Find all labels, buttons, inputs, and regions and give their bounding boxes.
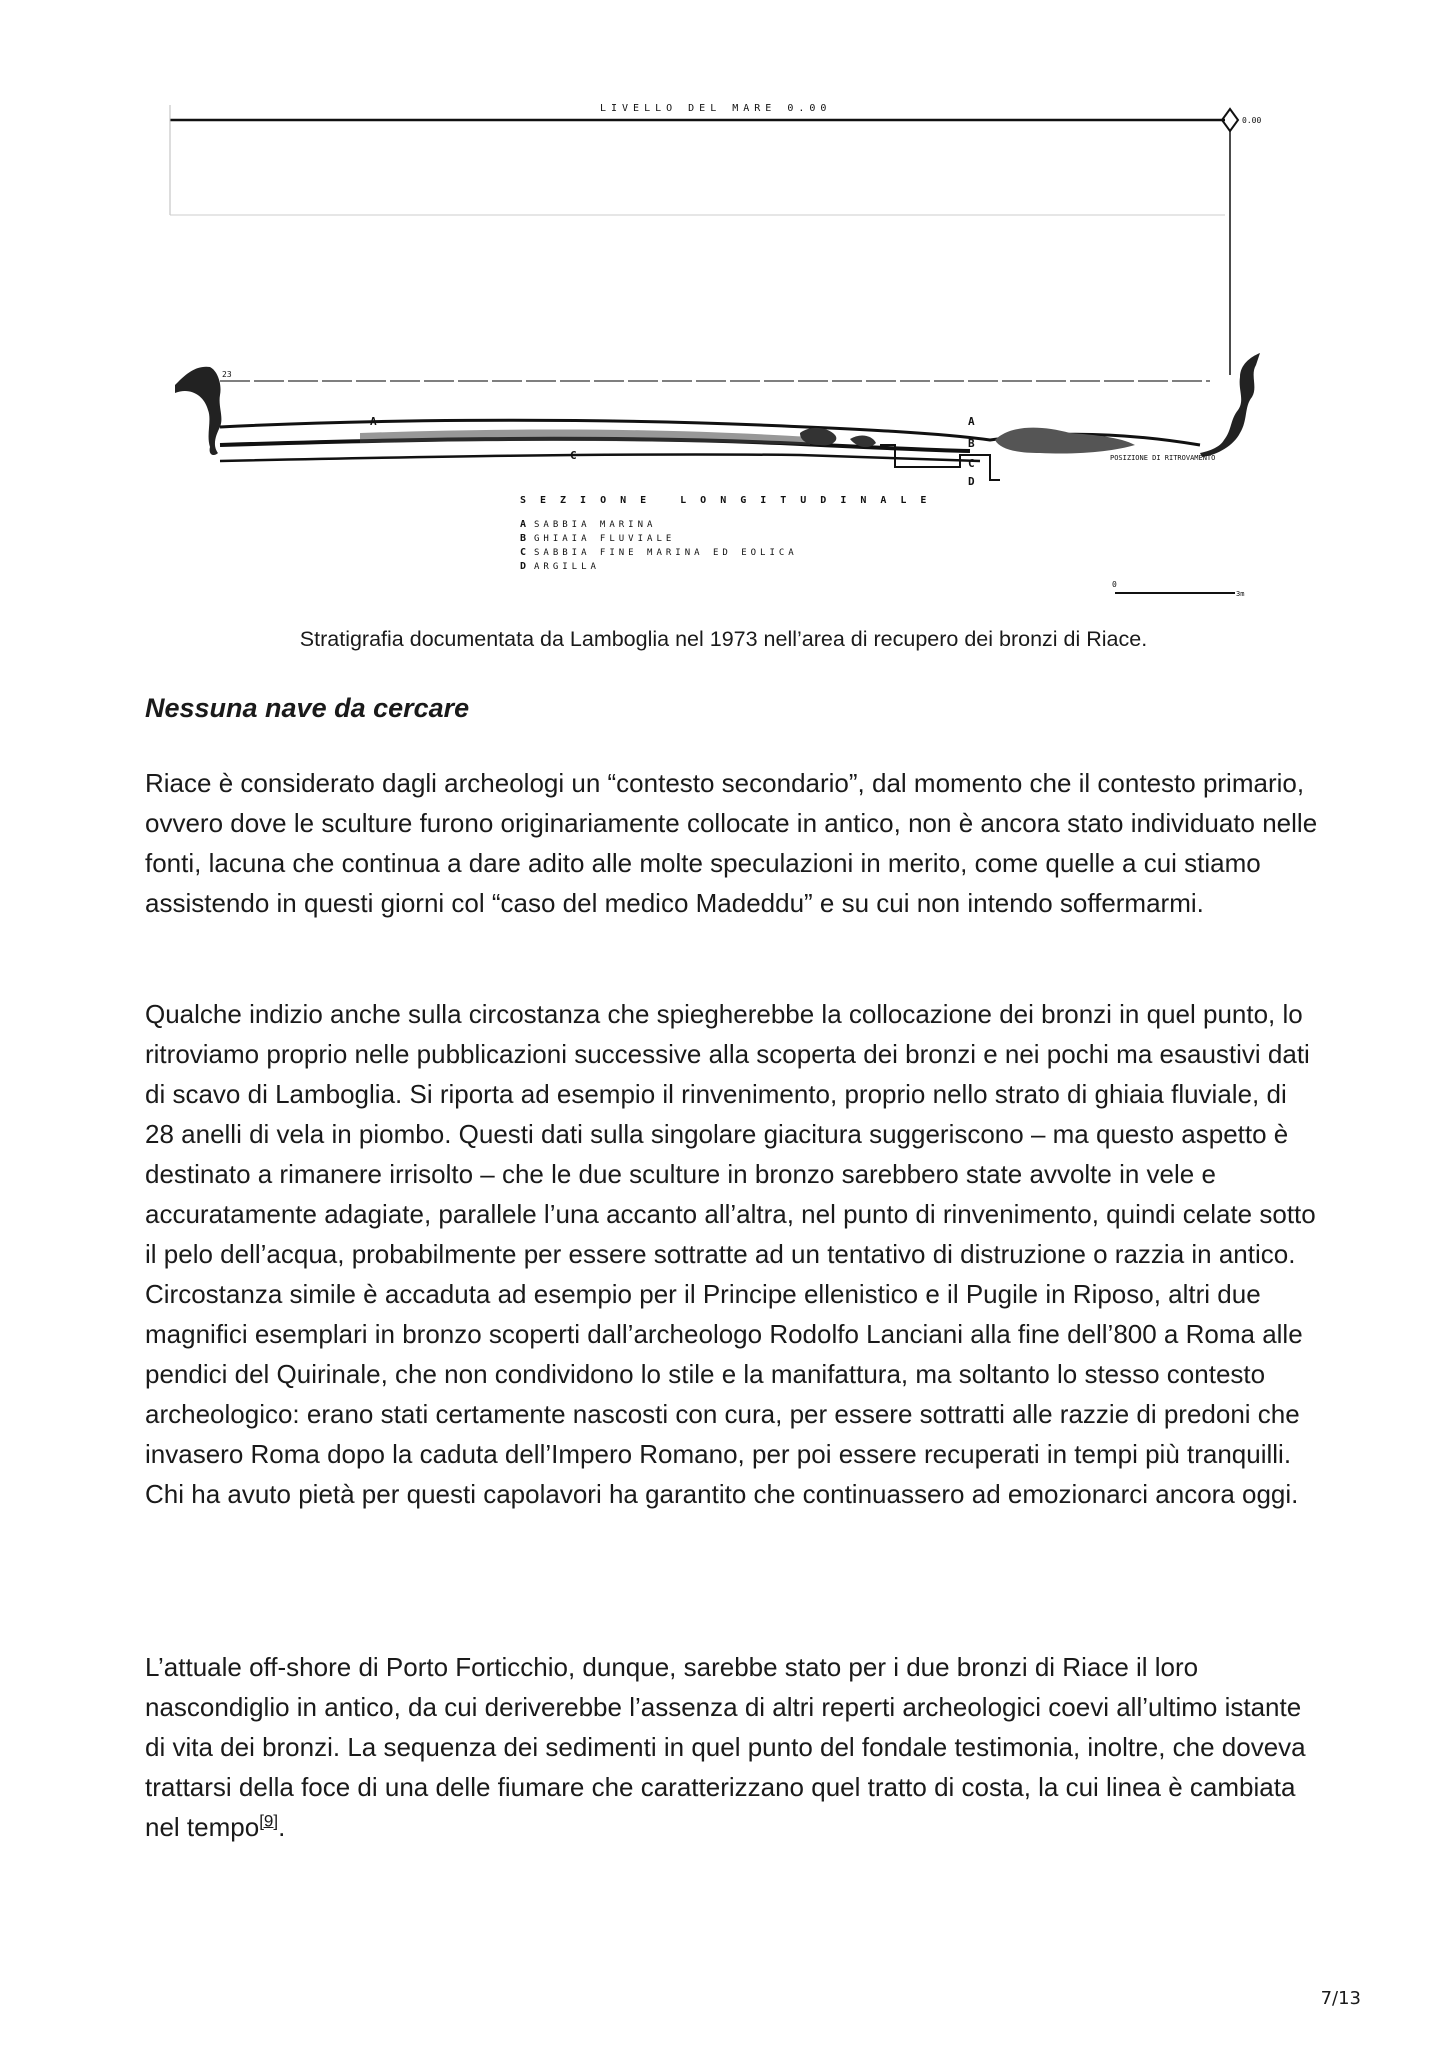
stratigraphy-drawing (160, 95, 1280, 610)
shaded-sediment (360, 430, 810, 445)
footnote-link-9[interactable]: [9] (259, 1811, 279, 1831)
stratigraphy-figure (160, 95, 1280, 610)
legend-key-c: C (520, 547, 527, 558)
page-number: 7/13 (1320, 1988, 1361, 2009)
paragraph-3-end: . (278, 1812, 286, 1842)
finding-position-blob (995, 428, 1135, 454)
label-b-right: B (968, 437, 975, 450)
label-a-right: A (968, 415, 975, 428)
sea-level-label: LIVELLO DEL MARE 0.00 (600, 103, 832, 114)
paragraph-2: Qualche indizio anche sulla circostanza che spiegherebbe la collocazione dei bronzi in quel punto, lo ritroviamo proprio nelle pubblicazioni successive alla scoperta dei bronzi e nei pochi ma esaustivi dati di scavo di Lamboglia. Si riporta ad esempio il rinvenimento, proprio nello strato di ghiaia fluviale, di 28 anelli di vela in piombo. Questi dati sulla singolare giacitura suggeriscono – ma questo aspetto è destinato a rimanere irrisolto – che le due sculture in bronzo sarebbero state avvolte in vele e accuratamente adagiate, parallele l’una accanto all’altra, nel punto di rinvenimento, quindi celate sotto il pelo dell’acqua, probabilmente per essere sottratte ad un tentativo di distruzione o razzia in antico. Circostanza simile è accaduta ad esempio per il Principe ellenistico e il Pugile in Riposo, altri due magnifici esemplari in bronzo scoperti dall’archeologo Rodolfo Lanciani alla fine dell’800 a Roma alle pendici del Quirinale, che non condividono lo stile e la manifattura, ma soltanto lo stesso contesto archeologico: erano stati certamente nascosti con cura, per essere sottratti alle razzie di predoni che invasero Roma dopo la caduta dell’Impero Romano, per poi essere recuperati in tempi più tranquilli. Chi ha avuto pietà per questi capolavori ha garantito che continuassero ad emozionarci ancora oggi. (145, 999, 1316, 1509)
legend-text-a: SABBIA MARINA (534, 520, 657, 530)
paragraph-3 (145, 1647, 1320, 1847)
legend-text-d: ARGILLA (534, 562, 600, 572)
sea-level-mark-text: 0.00 (1242, 116, 1262, 125)
depth-23-label: 23 (222, 370, 232, 379)
finding-position-label: POSIZIONE DI RITROVAMENTO (1110, 454, 1216, 462)
paragraph-1: Riace è considerato dagli archeologi un “contesto secondario”, dal momento che il contesto primario, ovvero dove le sculture furono originariamente collocate in antico, non è ancora stato individuato nelle fonti, lacuna che continua a dare adito alle molte speculazioni in merito, come quelle a cui stiamo assistendo in questi giorni col “caso del medico Madeddu” e su cui non intendo soffermarmi. (145, 768, 1318, 918)
label-a-left: A (370, 415, 377, 428)
section-title: SEZIONE LONGITUDINALE (520, 495, 941, 506)
paragraph-3-text: L’attuale off-shore di Porto Forticchio, dunque, sarebbe stato per i due bronzi di Riace il loro nascondiglio in antico, da cui deriverebbe l’assenza di altri reperti archeologici coevi all’ultimo istante di vita dei bronzi. La sequenza dei sedimenti in quel punto del fondale testimonia, inoltre, che doveva trattarsi della foce di una delle fiumare che caratterizzano quel tratto di costa, la cui linea è cambiata nel tempo (145, 1652, 1306, 1842)
label-c-left: C (570, 449, 577, 462)
section-heading: Nessuna nave da cercare (145, 693, 470, 723)
scale-start: 0 (1112, 580, 1117, 589)
stratum-lower-line (220, 454, 980, 461)
legend-text-b: GHIAIA FLUVIALE (534, 534, 676, 544)
legend-text-c: SABBIA FINE MARINA ED EOLICA (534, 548, 798, 558)
label-c-right: C (968, 457, 975, 470)
legend-key-b: B (520, 533, 527, 544)
left-coast-rock (175, 367, 221, 455)
figure-caption: Stratigrafia documentata da Lamboglia nel 1973 nell’area di recupero dei bronzi di Riace. (299, 627, 1148, 651)
legend-key-d: D (520, 561, 527, 572)
scale-end: 3m (1236, 590, 1245, 598)
label-d-right: D (968, 475, 975, 488)
legend (520, 519, 798, 572)
legend-key-a: A (520, 519, 527, 530)
